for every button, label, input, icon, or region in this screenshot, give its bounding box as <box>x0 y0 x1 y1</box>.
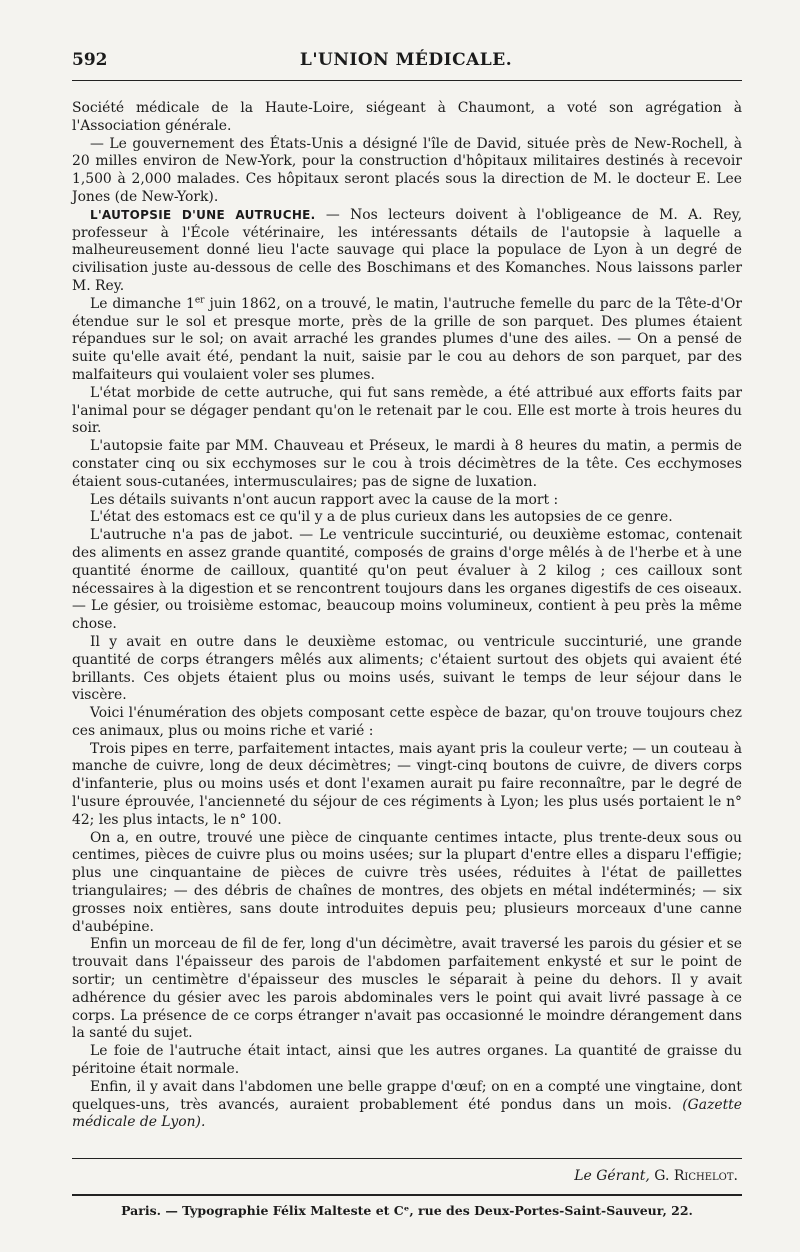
paragraph: Société médicale de la Haute-Loire, siégeant à Chaumont, a voté son agrégation à l'Association générale. <box>72 100 742 134</box>
paragraph: L'état des estomacs est ce qu'il y a de plus curieux dans les autopsies de ce genre. <box>90 509 673 526</box>
source-citation: (Gazette médicale de Lyon). <box>72 1096 742 1131</box>
paragraph: — Le gouvernement des États-Unis a désigné l'île de David, située près de New-Rochell, à 20 milles environ de New-York, pour la construction d'hôpitaux militaires destinés à recevoir 1,500 à 2,000 malades. Ces hôpitaux seront placés sous la direction de M. le docteur E. Lee Jones (de New-York). <box>72 135 742 205</box>
paragraph: Enfin un morceau de fil de fer, long d'un décimètre, avait traversé les parois du gésier et se trouvait dans l'épaisseur des parois de l'abdomen parfaitement enkysté et sur le point de sortir; un centimètre d'épaisseur des muscles le séparait à peine du dehors. Il y avait adhérence du gésier avec les parois abdominales vers le point qui avait livré passage à ce corps. La présence de ce corps étranger n'avait pas occasionné le moindre dérangement dans la santé du sujet. <box>72 936 742 1042</box>
signature-role: Le Gérant, <box>574 1168 650 1184</box>
paragraph: Trois pipes en terre, parfaitement intactes, mais ayant pris la couleur verte; — un couteau à manche de cuivre, long de deux décimètres; — vingt-cinq boutons de cuivre, de divers corps d'infanterie, plus ou moins usés et dont l'examen aurait pu faire reconnaître, par le degré de l'usure éprouvée, l'ancienneté du séjour de ces régiments à Lyon; les plus usés portaient le n° 42; les plus intacts, le n° 100. <box>72 740 742 828</box>
running-title: L'UNION MÉDICALE. <box>299 50 513 70</box>
paragraph: L'autruche n'a pas de jabot. — Le ventricule succinturié, ou deuxième estomac, contenait des aliments en assez grande quantité, composés de grains d'orge mêlés à de l'herbe et à une quantité énorme de cailloux, quantité qu'on peut évaluer à 2 kilog ; ces cailloux sont nécessaires à la digestion et se rencontrent toujours dans les organes digestifs de ces oiseaux. — Le gésier, ou troisième estomac, beaucoup moins volumineux, contient à peu près la même chose. <box>72 527 742 633</box>
article-body <box>72 100 742 1132</box>
paragraph: Le foie de l'autruche était intact, ainsi que les autres organes. La quantité de graisse du péritoine était normale. <box>72 1043 742 1078</box>
paragraph: Enfin, il y avait dans l'abdomen une belle grappe d'œuf; on en a compté une vingtaine, dont quelques-uns, très avancés, auraient probablement été pondus dans un mois. (Gazette médicale de Lyon). <box>72 1078 742 1131</box>
header-rule <box>72 80 742 81</box>
article-heading-paragraph: L'AUTOPSIE D'UNE AUTRUCHE. — Nos lecteurs doivent à l'obligeance de M. A. Rey, professeur à l'École vétérinaire, les intéressants détails de l'autopsie à laquelle a malheureusement donné lieu l'acte sauvage qui place la populace de Lyon à un degré de civilisation juste au-dessous de celle des Boschimans et des Komanches. Nous laissons parler M. Rey. <box>72 206 742 294</box>
signature-name: G. Richelot. <box>654 1168 738 1184</box>
signature <box>574 1168 738 1184</box>
printer-imprint: Paris. — Typographie Félix Malteste et Cᵉ, rue des Deux-Portes-Saint-Sauveur, 22. <box>121 1203 693 1218</box>
paragraph: On a, en outre, trouvé une pièce de cinquante centimes intacte, plus trente-deux sous ou centimes, pièces de cuivre plus ou moins usées; sur la plupart d'entre elles a disparu l'effigie; plus une cinquantaine de pièces de cuivre très usées, réduites à l'état de paillettes triangulaires; — des débris de chaînes de montres, des objets en métal indéterminés; — six grosses noix entières, sans doute introduites depuis peu; plusieurs morceaux d'une canne d'aubépine. <box>72 829 742 935</box>
paragraph: L'état morbide de cette autruche, qui fut sans remède, a été attribué aux efforts faits par l'animal pour se dégager pendant qu'on le retenait par le cou. Elle est morte à trois heures du soir. <box>72 384 742 437</box>
page-header <box>72 50 740 74</box>
footer-rule-bottom <box>72 1194 742 1196</box>
article-lead: L'AUTOPSIE D'UNE AUTRUCHE. <box>90 207 316 222</box>
paragraph: Il y avait en outre dans le deuxième estomac, ou ventricule succinturié, une grande quantité de corps étrangers mêlés aux aliments; c'étaient surtout des objets qui avaient été brillants. Ces objets étaient plus ou moins usés, suivant le temps de leur séjour dans le viscère. <box>72 633 742 704</box>
paragraph: Voici l'énumération des objets composant cette espèce de bazar, qu'on trouve toujours chez ces animaux, plus ou moins riche et varié : <box>72 705 742 739</box>
paragraph: L'autopsie faite par MM. Chauveau et Préseux, le mardi à 8 heures du matin, a permis de constater cinq ou six ecchymoses sur le cou à trois décimètres de la tête. Ces ecchymoses étaient sous-cutanées, intermusculaires; pas de signe de luxation. <box>72 438 742 490</box>
page-number: 592 <box>72 50 108 70</box>
paragraph: Le dimanche 1er juin 1862, on a trouvé, le matin, l'autruche femelle du parc de la Tête-d'Or étendue sur le sol et presque morte, près de la grille de son parquet. Des plumes étaient répandues sur le sol; on avait arraché les grandes plumes d'une des ailes. — On a pensé de suite qu'elle avait été, pendant la nuit, saisie par le cou au dehors de son parquet, par des malfaiteurs qui voulaient voler ses plumes. <box>72 295 743 383</box>
paragraph: Les détails suivants n'ont aucun rapport avec la cause de la mort : <box>90 491 559 508</box>
footer-rule-top <box>72 1158 742 1159</box>
